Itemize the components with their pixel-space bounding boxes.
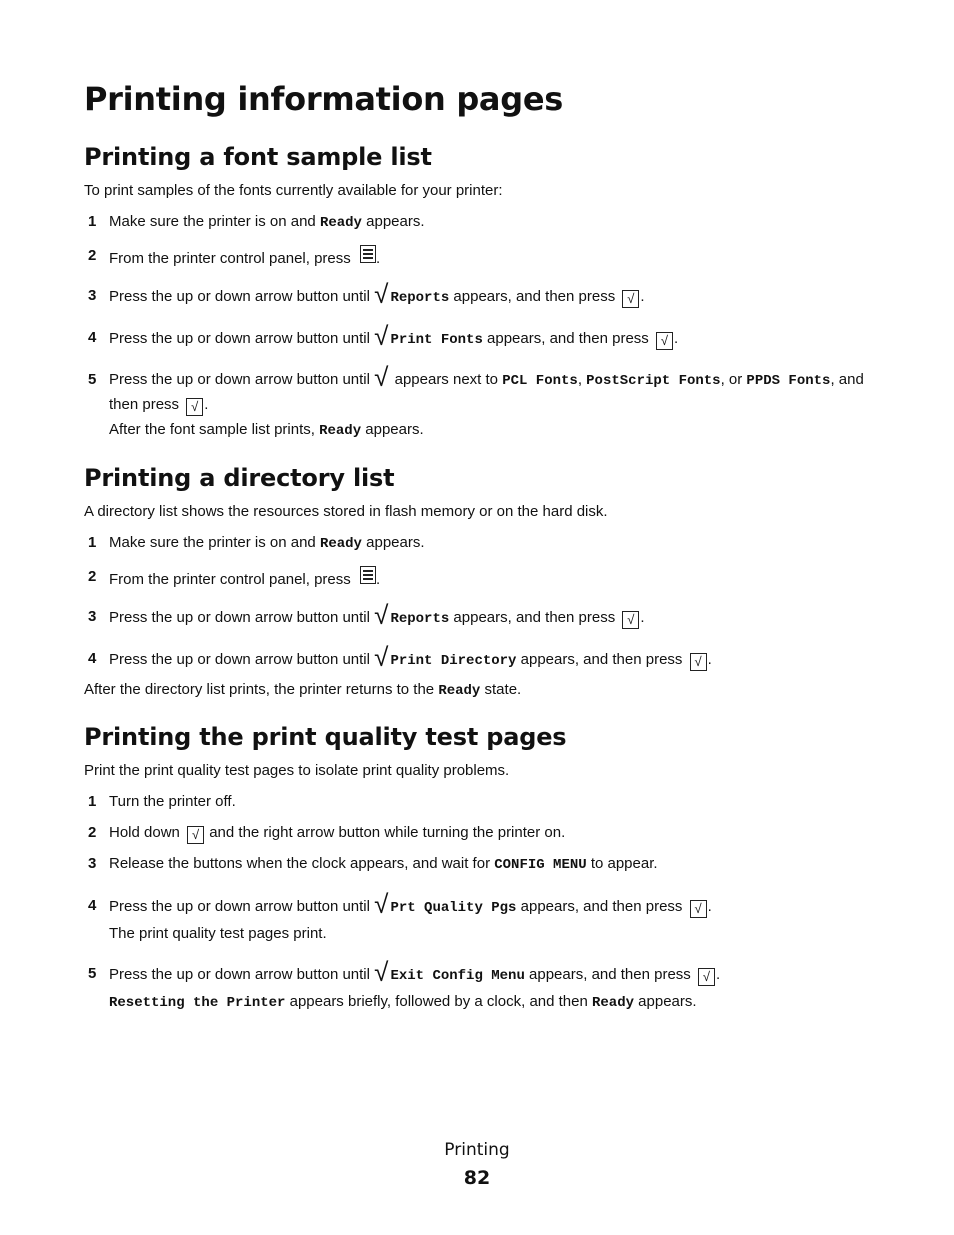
step-item: 3 Press the up or down arrow button until √ Reports appears, and then press √ . [88,279,645,309]
step-number: 4 [88,650,97,667]
select-button-icon: √ [698,968,715,986]
checkmark-icon: √ [374,321,389,351]
page-title: Printing information pages [84,80,563,118]
step-number: 5 [88,371,97,388]
step-result: The print quality test pages print. [109,925,327,942]
step-item: 2 Hold down √ and the right arrow button while turning the printer on. [88,824,566,842]
section-intro: Print the print quality test pages to isolate print quality problems. [84,762,510,779]
checkmark-icon: √ [374,362,389,392]
menu-button-icon [360,245,376,263]
step-number: 1 [88,793,97,810]
step-item: 2 From the printer control panel, press . [88,568,381,588]
step-item: 3 Release the buttons when the clock appears, and wait for CONFIG MENU to appear. [88,855,658,873]
step-number: 1 [88,213,97,230]
checkmark-icon: √ [374,957,389,987]
select-button-icon: √ [187,826,204,844]
section-heading-directory-list: Printing a directory list [84,464,395,492]
display-text: Ready [319,215,362,231]
display-text: Ready [319,536,362,552]
section-result: After the directory list prints, the printer returns to the Ready state. [84,681,522,699]
checkmark-icon: √ [374,642,389,672]
step-number: 1 [88,534,97,551]
display-text: Exit Config Menu [390,968,525,984]
checkmark-icon: √ [374,279,389,309]
display-text: Print Fonts [390,332,483,348]
step-item: 5 Press the up or down arrow button until √ Exit Config Menu appears, and then press √ . [88,957,721,987]
step-number: 2 [88,824,97,841]
footer-chapter-label: Printing [444,1140,510,1160]
step-number: 3 [88,855,97,872]
section-intro: A directory list shows the resources stored in flash memory or on the hard disk. [84,503,608,520]
display-text: PPDS Fonts [746,373,831,389]
step-item: 1 Make sure the printer is on and Ready appears. [88,213,425,231]
step-number: 2 [88,247,97,264]
display-text: Prt Quality Pgs [390,900,517,916]
display-text: PostScript Fonts [586,373,721,389]
step-item: 5 Press the up or down arrow button until √ appears next to PCL Fonts, PostScript Fonts, or PPDS Fonts, and then press √ . [88,362,864,414]
section-intro: To print samples of the fonts currently available for your printer: [84,182,503,199]
step-item: 1 Turn the printer off. [84,791,864,813]
select-button-icon: √ [186,398,203,416]
step-number: 5 [88,965,97,982]
display-text: Print Directory [390,653,517,669]
step-result: Resetting the Printer appears briefly, followed by a clock, and then Ready appears. [109,993,697,1011]
section-heading-font-sample: Printing a font sample list [84,143,432,171]
step-item: 2 From the printer control panel, press . [88,247,381,267]
step-item: 4 Press the up or down arrow button until √ Print Fonts appears, and then press √ . [88,321,679,351]
step-result: After the font sample list prints, Ready appears. [109,421,424,439]
menu-button-icon [360,566,376,584]
checkmark-icon: √ [374,889,389,919]
step-number: 4 [88,897,97,914]
select-button-icon: √ [622,290,639,308]
step-number: 3 [88,287,97,304]
display-text: Reports [390,611,450,627]
checkmark-icon: √ [374,600,389,630]
step-item: 4 Press the up or down arrow button until √ Prt Quality Pgs appears, and then press √ . [88,889,712,919]
display-text: PCL Fonts [502,373,578,389]
step-number: 2 [88,568,97,585]
step-number: 3 [88,608,97,625]
select-button-icon: √ [656,332,673,350]
page-number: 82 [463,1167,491,1189]
step-item: 1 Make sure the printer is on and Ready appears. [88,534,425,552]
display-text: CONFIG MENU [494,857,587,873]
display-text: Reports [390,290,450,306]
select-button-icon: √ [622,611,639,629]
step-number: 4 [88,329,97,346]
step-item: 3 Press the up or down arrow button until √ Reports appears, and then press √ . [88,600,645,630]
section-heading-quality-test: Printing the print quality test pages [84,723,567,751]
select-button-icon: √ [690,653,707,671]
select-button-icon: √ [690,900,707,918]
step-item: 4 Press the up or down arrow button until √ Print Directory appears, and then press √ . [88,642,712,672]
